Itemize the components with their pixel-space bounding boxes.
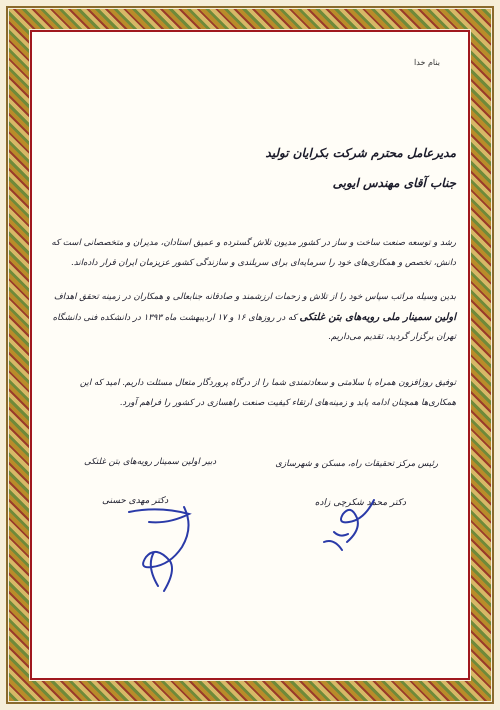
paragraph-thanks-end: که در روزهای ۱۶ و ۱۷ اردیبهشت ماه ۱۳۹۳ در دانشکده فنی دانشگاه تهران برگزار گردید، تقدیم می‌داریم. bbox=[52, 312, 456, 342]
signature-right-graphic bbox=[304, 492, 394, 562]
recipient-name: جناب آقای مهندس ایوبی bbox=[332, 176, 456, 190]
signatory-right-name: دکتر محمد شکرچی زاده bbox=[314, 498, 406, 508]
signatory-right-title: رئیس مرکز تحقیقات راه، مسکن و شهرسازی bbox=[275, 459, 438, 469]
recipient-title: مدیرعامل محترم شرکت بکرایان تولید bbox=[265, 146, 456, 160]
signature-left-graphic bbox=[114, 492, 224, 602]
paragraph-thanks-start: بدین وسیله مراتب سپاس خود را از تلاش و زحمات ارزشمند و صادقانه جنابعالی و همکاران در زمینه تحقق اهداف bbox=[53, 292, 456, 302]
letter-body bbox=[44, 44, 456, 664]
signatory-left-title: دبیر اولین سمینار رویه‌های بتن غلتکی bbox=[84, 457, 217, 467]
salutation: بنام خدا bbox=[414, 58, 440, 67]
paragraph-intro: رشد و توسعه صنعت ساخت و ساز در کشور مدیون تلاش گسترده و عمیق استادان، مدیران و متخصصانی است که دانش، تخصص و همکاری‌های خود را سرمایه‌ای برای سربلندی و سازندگی کشور عزیزمان ایران قرار داده‌اند. bbox=[51, 238, 456, 268]
seminar-name: اولین سمینار ملی رویه‌های بتن غلتکی bbox=[299, 311, 456, 323]
paragraph-thanks bbox=[50, 288, 456, 348]
paragraph-closing: توفیق روزافزون همراه با سلامتی و سعادتمندی شما را از درگاه پروردگار متعال مسئلت داریم. امید که این همکاری‌ها همچنان ادامه یابد و زمینه‌های ارتقاء کیفیت صنعت راهسازی در کشور را فراهم آورد. bbox=[79, 378, 456, 408]
signatory-left-name: دکتر مهدی حسنی bbox=[102, 496, 169, 506]
